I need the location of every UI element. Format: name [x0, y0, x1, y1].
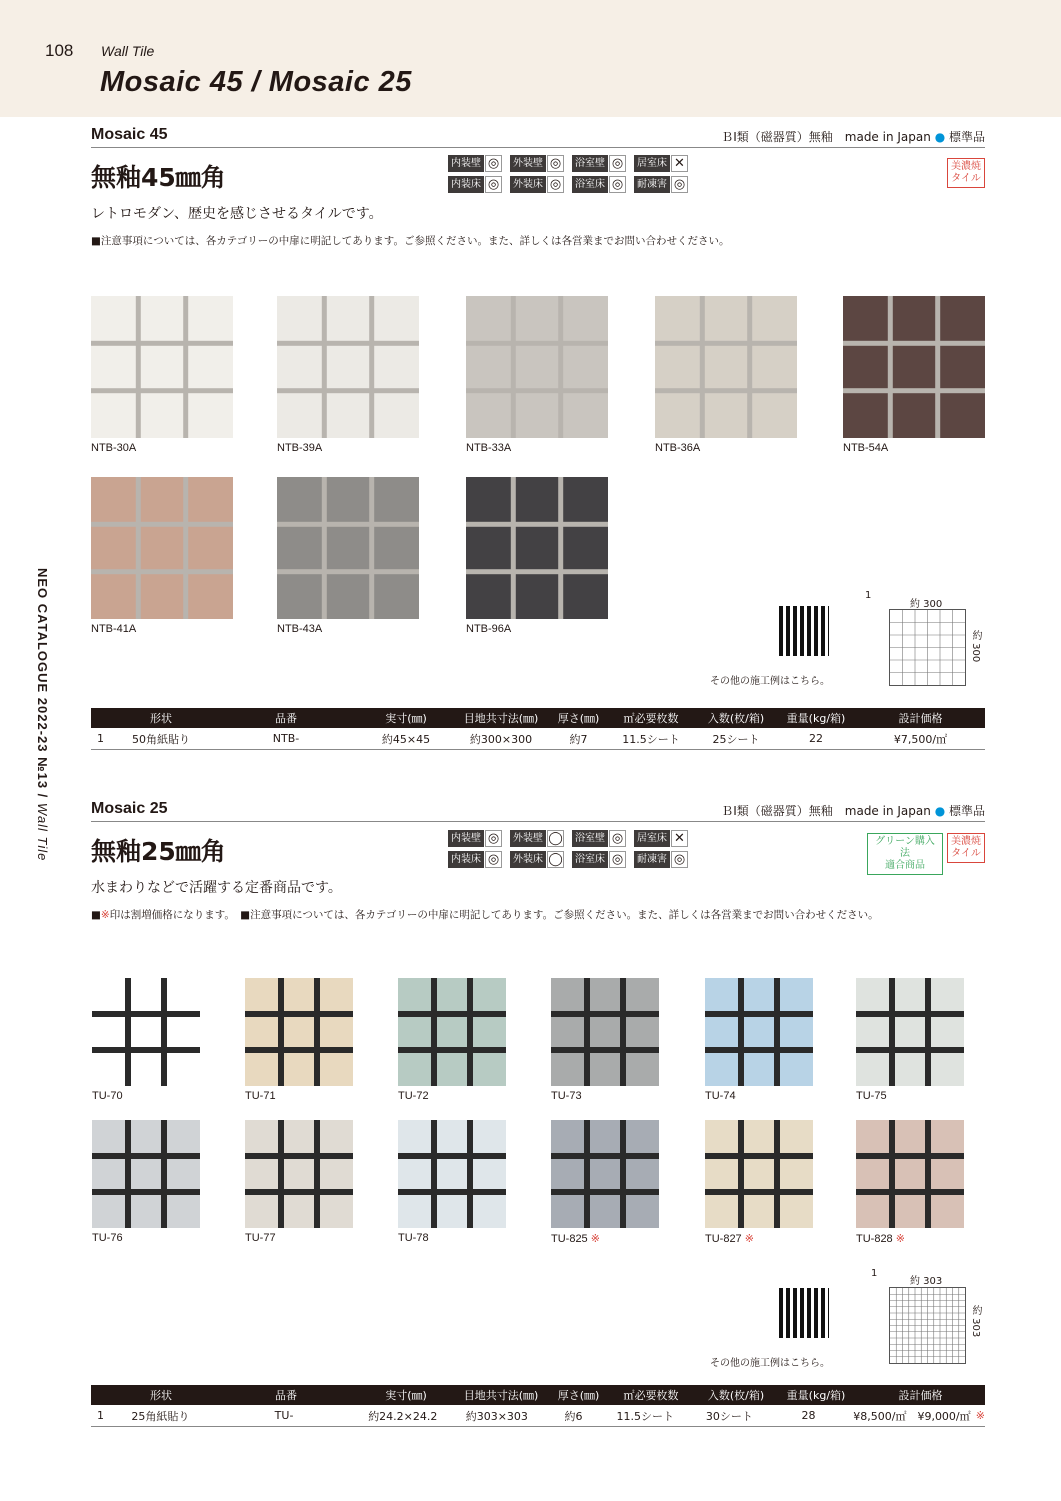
standard-dot-icon: ●: [934, 130, 946, 144]
usage-tag: [448, 154, 508, 172]
table-cell: 11.5シート: [616, 1409, 674, 1423]
tile-image: [277, 296, 419, 438]
tile-image: [92, 1120, 200, 1228]
usage-tag: [448, 829, 508, 847]
usage-tag: [572, 154, 632, 172]
green-purchase-badge: グリーン購入法 適合商品: [867, 833, 943, 875]
tile-swatch[interactable]: [398, 1120, 506, 1244]
tile-image: [91, 296, 233, 438]
tile-code: TU-74: [705, 1090, 736, 1102]
usage-tag: [572, 175, 632, 193]
table-cell: 約7: [569, 732, 588, 746]
qr-code-icon[interactable]: [779, 606, 829, 656]
usage-mark-icon: ◎: [485, 851, 502, 868]
tile-image: [705, 1120, 813, 1228]
section-spec: ＢⅠ類（磁器質）無釉 made in Japan ● 標準品: [721, 130, 985, 144]
section-spec: ＢⅠ類（磁器質）無釉 made in Japan ● 標準品: [721, 804, 985, 818]
tile-code: TU-71: [245, 1090, 276, 1102]
usage-tag: [510, 175, 570, 193]
column-header: 実寸(㎜): [385, 1389, 427, 1402]
tile-code: NTB-33A: [466, 442, 512, 454]
tile-code: NTB-36A: [655, 442, 701, 454]
usage-tag: [634, 829, 694, 847]
sheet-width: 約 303: [910, 1276, 943, 1287]
standard-dot-icon: ●: [934, 804, 946, 818]
usage-mark-icon: ◎: [609, 851, 626, 868]
tile-code: NTB-41A: [91, 623, 137, 635]
tile-code: TU-76: [92, 1232, 123, 1244]
spec-table-25: [91, 1385, 985, 1427]
page-number: 108: [45, 41, 74, 60]
tile-swatch[interactable]: [398, 978, 506, 1102]
usage-mark-icon: ✕: [671, 830, 688, 847]
table-cell: 1: [97, 732, 104, 745]
qr-caption: その他の施工例はこちら。: [710, 676, 830, 687]
usage-label: 居室床: [634, 155, 670, 172]
usage-mark-icon: ◯: [548, 830, 563, 846]
column-header: 厚さ(㎜): [557, 712, 600, 725]
tile-image: [92, 978, 200, 1086]
usage-tag: [448, 850, 508, 868]
table-row: [91, 728, 985, 750]
tile-image: [856, 978, 964, 1086]
column-header: 設計価格: [898, 1389, 943, 1402]
column-header: 入数(枚/箱): [707, 1389, 765, 1402]
caution-note: ■※印は割増価格になります。 ■注意事項については、各カテゴリーの中扉に明記してあります。ご参照ください。また、詳しくは各営業までお問い合わせください。: [91, 909, 879, 921]
sheet-number: 1: [865, 590, 872, 601]
tile-swatch[interactable]: [245, 978, 353, 1102]
table-cell: 50角紙貼り: [132, 732, 190, 746]
usage-label: 内装壁: [448, 155, 484, 172]
section-header-25: [91, 800, 985, 822]
usage-label: 内装床: [448, 176, 484, 193]
column-header: ㎡必要枚数: [623, 1389, 679, 1402]
table-cell: 25角紙貼り: [131, 1409, 190, 1423]
usage-mark-icon: ◎: [547, 155, 564, 172]
tile-swatch[interactable]: [551, 978, 659, 1102]
usage-label: 浴室床: [572, 176, 608, 193]
column-header: 形状: [150, 1389, 172, 1402]
usage-mark-icon: ◎: [485, 830, 502, 847]
usage-mark-icon: ◎: [609, 176, 626, 193]
tile-code: NTB-30A: [91, 442, 137, 454]
page-subtitle: Wall Tile: [101, 43, 155, 59]
tile-code: NTB-96A: [466, 623, 512, 635]
usage-label: 外装床: [510, 176, 546, 193]
tile-swatch[interactable]: [277, 296, 419, 454]
tile-code: TU-825 ※: [551, 1233, 600, 1245]
tile-code: TU-72: [398, 1090, 429, 1102]
usage-label: 浴室床: [572, 851, 608, 868]
tile-image: [277, 477, 419, 619]
column-header: 目地共寸法(㎜): [463, 1389, 539, 1402]
column-header: 品番: [275, 712, 297, 725]
qr-caption: その他の施工例はこちら。: [710, 1358, 830, 1369]
usage-label: 耐凍害: [634, 851, 670, 868]
tile-image: [843, 296, 985, 438]
sheet-diagram: [889, 609, 966, 686]
table-cell: 30シート: [705, 1409, 753, 1423]
table-cell: 25シート: [712, 732, 760, 746]
tile-image: [466, 477, 608, 619]
usage-mark-icon: ◎: [671, 851, 688, 868]
tile-code: TU-73: [551, 1090, 582, 1102]
tile-swatch[interactable]: [92, 1120, 200, 1244]
table-cell: 約300×300: [469, 732, 533, 746]
tile-image: [551, 1120, 659, 1228]
side-catalogue-label: NEO CATALOGUE 2022-23 №13 / Wall Tile: [35, 568, 50, 862]
usage-label: 外装床: [510, 851, 546, 868]
column-header: 目地共寸法(㎜): [463, 712, 539, 725]
product-heading: 無釉45㎜角: [91, 163, 226, 192]
product-description: 水まわりなどで活躍する定番商品です。: [91, 880, 342, 896]
tile-code: TU-77: [245, 1232, 276, 1244]
sheet-grid: [890, 1288, 965, 1363]
usage-label: 居室床: [634, 830, 670, 847]
usage-tag: [634, 850, 694, 868]
usage-label: 浴室壁: [572, 830, 608, 847]
tile-image: [655, 296, 797, 438]
caution-note: ■注意事項については、各カテゴリーの中扉に明記してあります。ご参照ください。また、詳しくは各営業までお問い合わせください。: [91, 235, 730, 247]
tile-swatch[interactable]: [466, 296, 608, 454]
usage-tag: [634, 175, 694, 193]
tile-image: [856, 1120, 964, 1228]
tile-swatch[interactable]: [655, 296, 797, 454]
table-cell: 22: [809, 732, 823, 745]
tile-swatch[interactable]: [705, 1120, 813, 1245]
section-name: Mosaic 25: [91, 800, 168, 817]
column-header: 品番: [275, 1389, 297, 1402]
sheet-diagram: [889, 1287, 966, 1364]
column-header: 入数(枚/箱): [707, 712, 765, 725]
tile-image: [245, 978, 353, 1086]
spec-table-45: [91, 708, 985, 750]
table-header: [91, 708, 985, 728]
tile-swatch[interactable]: [466, 477, 608, 635]
usage-tag: [572, 850, 632, 868]
usage-label: 外装壁: [510, 155, 546, 172]
sheet-height: 約 303: [970, 1305, 981, 1338]
tile-swatch[interactable]: [856, 1120, 964, 1245]
column-header: 重量(kg/箱): [786, 712, 846, 725]
section-name: Mosaic 45: [91, 126, 168, 143]
sheet-number: 1: [871, 1268, 878, 1279]
sheet-grid: [890, 610, 965, 685]
usage-mark-icon: ◎: [609, 155, 626, 172]
usage-mark-icon: ◎: [609, 830, 626, 847]
tile-swatch[interactable]: [92, 978, 200, 1102]
tile-swatch[interactable]: [91, 296, 233, 454]
tile-image: [551, 978, 659, 1086]
table-cell: TU-: [274, 1409, 294, 1422]
usage-mark-icon: ◎: [485, 155, 502, 172]
usage-label: 外装壁: [510, 830, 546, 847]
tile-image: [466, 296, 608, 438]
usage-label: 内装壁: [448, 830, 484, 847]
table-cell: ¥7,500/㎡: [893, 732, 948, 746]
usage-tag: [572, 829, 632, 847]
tile-swatch[interactable]: [843, 296, 985, 454]
tile-code: TU-828 ※: [856, 1233, 905, 1245]
page-title: Mosaic 45 / Mosaic 25: [100, 66, 412, 98]
column-header: 厚さ(㎜): [557, 1389, 600, 1402]
usage-label: 耐凍害: [634, 176, 670, 193]
usage-label: 浴室壁: [572, 155, 608, 172]
usage-tags: [448, 154, 694, 193]
tile-code: TU-827 ※: [705, 1233, 754, 1245]
product-description: レトロモダン、歴史を感じさせるタイルです。: [91, 206, 383, 222]
usage-mark-icon: ◎: [485, 176, 502, 193]
usage-mark-icon: ◎: [671, 176, 688, 193]
header-band: [0, 0, 1061, 117]
tile-image: [245, 1120, 353, 1228]
usage-tag: [510, 850, 570, 868]
usage-tag: [510, 154, 570, 172]
mino-badge: 美濃焼 タイル: [947, 158, 985, 188]
tile-image: [91, 477, 233, 619]
section-header-45: [91, 126, 985, 148]
usage-mark-icon: ✕: [671, 155, 688, 172]
usage-tag: [510, 829, 570, 847]
usage-tag: [634, 154, 694, 172]
table-row: [91, 1405, 985, 1427]
tile-code: TU-78: [398, 1232, 429, 1244]
tile-code: NTB-43A: [277, 623, 323, 635]
qr-code-icon[interactable]: [779, 1288, 829, 1338]
table-header: [91, 1385, 985, 1405]
column-header: 形状: [150, 712, 172, 725]
table-cell: ¥8,500/㎡ ¥9,000/㎡: [853, 1409, 971, 1423]
tile-code: TU-70: [92, 1090, 123, 1102]
tile-code: TU-75: [856, 1090, 887, 1102]
usage-tag: [448, 175, 508, 193]
usage-mark-icon: ◎: [547, 176, 564, 193]
tile-swatch[interactable]: [856, 978, 964, 1102]
tile-image: [398, 978, 506, 1086]
column-header: 実寸(㎜): [385, 712, 427, 725]
table-cell: NTB-: [272, 732, 300, 745]
tile-image: [705, 978, 813, 1086]
column-header: 重量(kg/箱): [786, 1389, 846, 1402]
surcharge-mark: ※: [975, 1409, 985, 1422]
tile-swatch[interactable]: [277, 477, 419, 635]
usage-tags: [448, 829, 694, 868]
usage-label: 内装床: [448, 851, 484, 868]
sheet-height: 約 300: [970, 630, 981, 663]
column-header: ㎡必要枚数: [623, 712, 679, 725]
usage-mark-icon: ◯: [548, 851, 563, 867]
tile-swatch[interactable]: [91, 477, 233, 635]
sheet-width: 約 300: [910, 599, 943, 610]
tile-image: [398, 1120, 506, 1228]
tile-swatch[interactable]: [245, 1120, 353, 1244]
table-cell: 11.5シート: [622, 732, 680, 746]
table-cell: 28: [801, 1409, 816, 1422]
table-cell: 約45×45: [381, 732, 431, 746]
mino-badge: 美濃焼 タイル: [947, 833, 985, 863]
table-cell: 1: [97, 1409, 104, 1422]
product-heading: 無釉25㎜角: [91, 837, 226, 866]
table-cell: 約6: [564, 1409, 583, 1423]
tile-code: NTB-39A: [277, 442, 323, 454]
table-cell: 約24.2×24.2: [368, 1409, 438, 1423]
column-header: 設計価格: [898, 712, 943, 725]
tile-swatch[interactable]: [705, 978, 813, 1102]
tile-swatch[interactable]: [551, 1120, 659, 1245]
table-cell: 約303×303: [465, 1409, 528, 1423]
tile-code: NTB-54A: [843, 442, 889, 454]
